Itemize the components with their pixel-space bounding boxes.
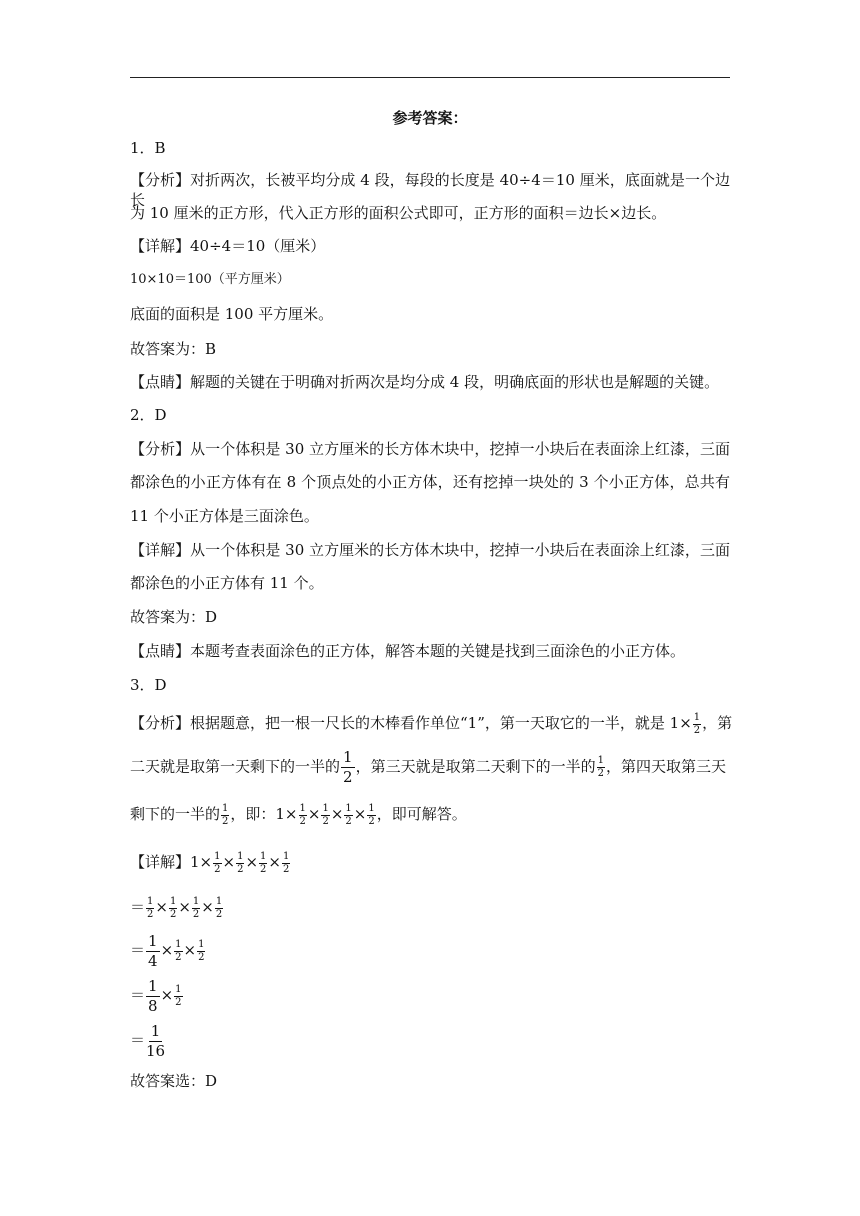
q2-comment: 【点睛】本题考查表面涂色的正方体，解答本题的关键是找到三面涂色的小正方体。	[130, 642, 686, 660]
fraction-half: $\frac{1}{2}$	[198, 938, 205, 963]
fraction-eighth: $\frac{1}{8}$	[148, 976, 158, 1015]
fraction-half: $\frac{1}{2}$	[260, 850, 267, 875]
q1-comment: 【点睛】解题的关键在于明确对折两次是均分成 4 段，明确底面的形状也是解题的关键。	[130, 373, 720, 391]
q3-analysis-text: 【分析】根据题意，把一根一尺长的木棒看作单位“1”，第一天取它的一半，就是 1×	[130, 714, 692, 732]
fraction-half: $\frac{1}{2}$	[597, 755, 604, 779]
q3-detail-step-2: ＝ $\frac{1}{2}$ × $\frac{1}{2}$ × $\frac{1}{2}$ × $\frac{1}{2}$	[130, 895, 223, 920]
q3-detail-step-4: ＝ $\frac{1}{8}$ × $\frac{1}{2}$	[130, 976, 182, 1015]
q3-analysis-text: ，第四天取第三天	[605, 757, 726, 776]
q2-answer: 2．D	[130, 406, 167, 424]
q1-analysis-line-2: 为 10 厘米的正方形，代入正方形的面积公式即可，正方形的面积＝边长×边长。	[130, 204, 667, 222]
fraction-quarter: $\frac{1}{4}$	[148, 931, 158, 970]
fraction-sixteenth: $\frac{1}{16}$	[146, 1021, 166, 1060]
fraction-half: $\frac{1}{2}$	[215, 895, 223, 920]
fraction-half: $\frac{1}{2}$	[175, 938, 182, 963]
fraction-half: $\frac{1}{2}$	[693, 711, 701, 736]
q1-detail-line-3: 底面的面积是 100 平方厘米。	[130, 305, 334, 323]
q3-detail-label: 【详解】1×	[130, 853, 213, 871]
fraction-half: $\frac{1}{2}$	[214, 850, 221, 875]
q2-detail-line-2: 都涂色的小正方体有 11 个。	[130, 574, 324, 592]
q1-answer: 1．B	[130, 139, 166, 157]
q3-detail-step-1: 【详解】1× $\frac{1}{2}$ × $\frac{1}{2}$ × $\frac{1}{2}$ × $\frac{1}{2}$	[130, 850, 290, 875]
q3-analysis-line-3: 剩下的一半的 $\frac{1}{2}$ ，即：1× $\frac{1}{2}$ × $\frac{1}{2}$ × $\frac{1}{2}$ × $\frac{1}{2}$ ，即可解答。	[130, 802, 467, 827]
q2-final-answer: 故答案为：D	[130, 608, 218, 626]
q3-detail-step-5: ＝ $\frac{1}{16}$	[130, 1021, 166, 1060]
q3-analysis-text: ，第	[702, 714, 733, 732]
fraction-half: $\frac{1}{2}$	[322, 802, 329, 827]
fraction-half: $\frac{1}{2}$	[192, 895, 200, 920]
fraction-half: $\frac{1}{2}$	[343, 748, 353, 786]
fraction-half: $\frac{1}{2}$	[282, 850, 290, 875]
fraction-half: $\frac{1}{2}$	[169, 895, 177, 920]
q3-detail-step-3: ＝ $\frac{1}{4}$ × $\frac{1}{2}$ × $\frac{1}{2}$	[130, 931, 205, 970]
fraction-half: $\frac{1}{2}$	[175, 983, 182, 1008]
q1-detail-line-1: 【详解】40÷4＝10（厘米）	[130, 237, 326, 255]
fraction-half: $\frac{1}{2}$	[345, 802, 352, 827]
q2-analysis-line-1: 【分析】从一个体积是 30 立方厘米的长方体木块中，挖掉一小块后在表面涂上红漆，三面	[130, 440, 730, 458]
q2-analysis-line-2: 都涂色的小正方体有在 8 个顶点处的小正方体，还有挖掉一块处的 3 个小正方体，总共有	[130, 473, 730, 491]
q1-final-answer: 故答案为：B	[130, 340, 217, 358]
q1-analysis-line-1: 【分析】对折两次，长被平均分成 4 段，每段的长度是 40÷4＝10 厘米，底面就是一个边长	[130, 171, 730, 209]
q2-detail-line-1: 【详解】从一个体积是 30 立方厘米的长方体木块中，挖掉一小块后在表面涂上红漆，三面	[130, 541, 730, 559]
fraction-half: $\frac{1}{2}$	[299, 802, 306, 827]
page-title: 参考答案：	[392, 109, 468, 127]
fraction-half: $\frac{1}{2}$	[222, 802, 229, 827]
fraction-half: $\frac{1}{2}$	[368, 802, 375, 827]
q3-analysis-line-1	[130, 710, 733, 736]
fraction-half: $\frac{1}{2}$	[237, 850, 244, 875]
q3-analysis-line-2	[130, 748, 730, 786]
q3-analysis-text: ，第三天就是取第二天剩下的一半的	[355, 757, 596, 776]
fraction-half: $\frac{1}{2}$	[147, 895, 154, 920]
q3-analysis-text: 剩下的一半的	[130, 805, 221, 823]
header-rule	[130, 77, 730, 78]
q3-analysis-text: 二天就是取第一天剩下的一半的	[130, 757, 341, 776]
q3-final-answer: 故答案选：D	[130, 1072, 218, 1090]
q3-answer: 3．D	[130, 676, 167, 694]
q3-analysis-text: ，即：1×	[230, 805, 298, 823]
q2-analysis-line-3: 11 个小正方体是三面涂色。	[130, 507, 319, 525]
q3-analysis-text: ，即可解答。	[376, 805, 467, 823]
q1-detail-line-2: 10×10＝100（平方厘米）	[130, 272, 290, 287]
